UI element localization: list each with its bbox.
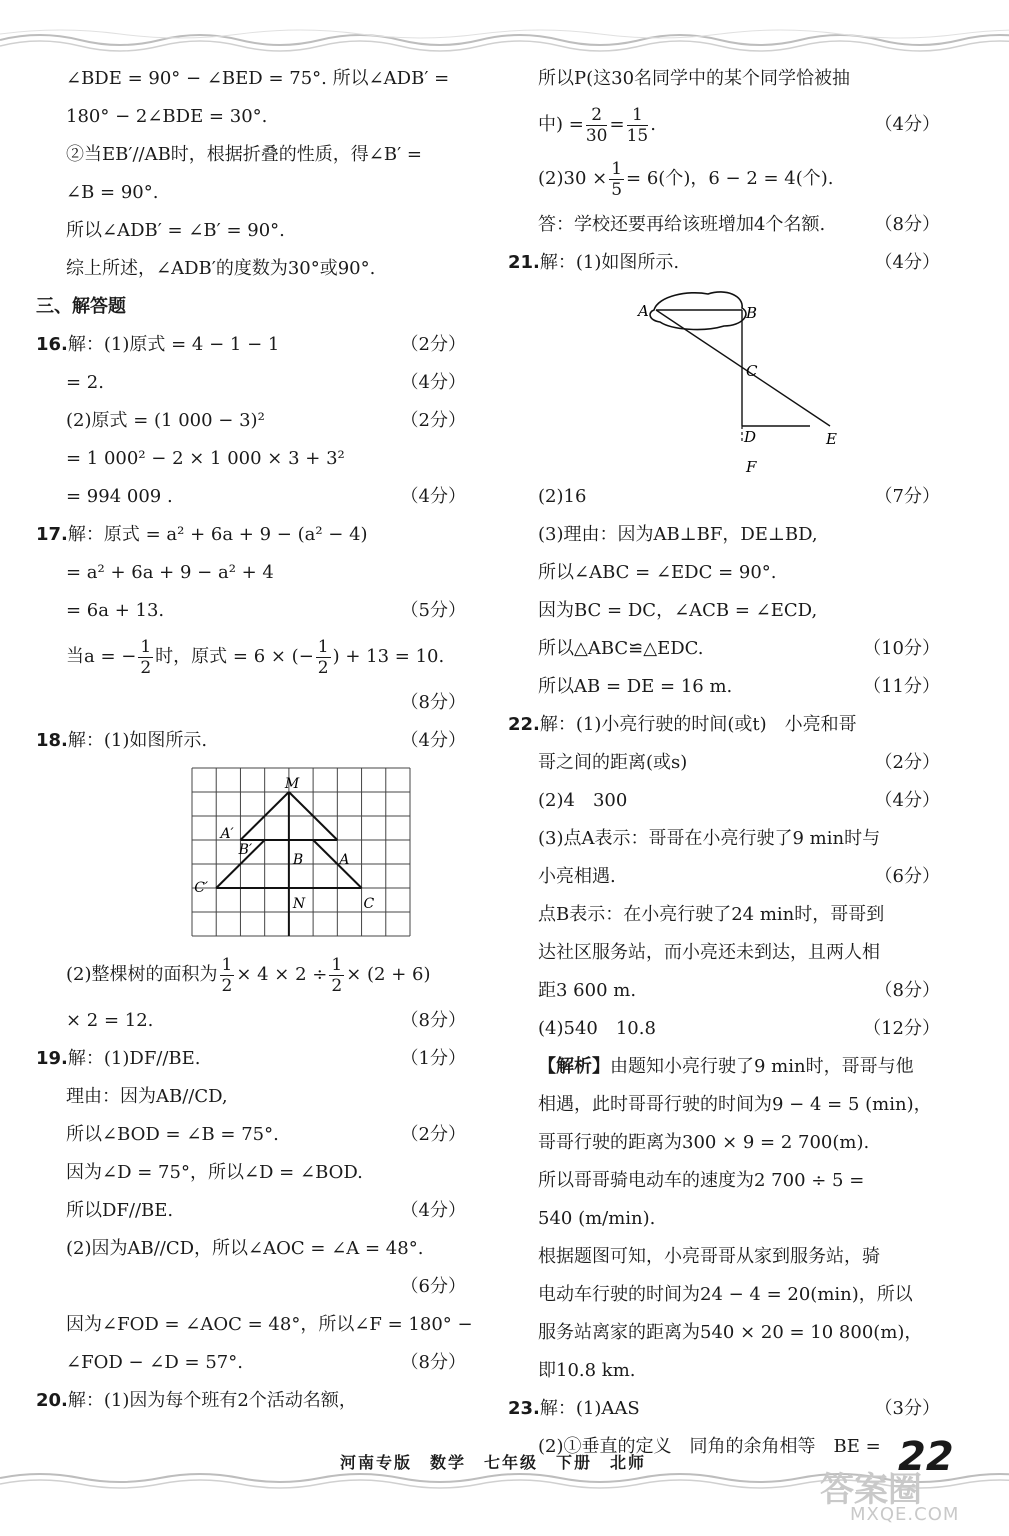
score-mark: （4分） — [874, 790, 940, 811]
line-text: (2)因为AB//CD，所以∠AOC = ∠A = 48°. — [66, 1238, 424, 1259]
score-mark: （8分） — [874, 214, 940, 235]
fraction-numerator: 1 — [317, 636, 329, 657]
section-header-text: 三、解答题 — [36, 296, 126, 317]
line-text: 所以AB = DE = 16 m. — [538, 676, 733, 697]
line-text: 根据题图可知，小亮哥哥从家到服务站，骑 — [538, 1246, 880, 1267]
question-number: 23. — [508, 1398, 540, 1419]
figure-point-label: B — [746, 304, 758, 322]
math-text: 中) = — [538, 114, 584, 135]
line-text: 所以P(这30名同学中的某个同学恰被抽 — [538, 68, 851, 89]
line-text: 小亮相遇. — [538, 866, 616, 887]
answer-text: 解：(1)DF//BE. — [67, 1048, 201, 1069]
line-text: (3)点A表示：哥哥在小亮行驶了9 min时与 — [538, 828, 881, 849]
line-text: ②当EB′//AB时，根据折叠的性质，得∠B′ = — [66, 144, 423, 165]
line-text: ∠FOD − ∠D = 57°. — [66, 1352, 243, 1373]
question-number: 18. — [36, 730, 68, 751]
fraction-denominator: 30 — [585, 125, 608, 146]
watermark-logo: 答案圈 — [820, 1470, 922, 1510]
text-line — [36, 478, 466, 516]
score-mark: （4分） — [400, 1200, 466, 1221]
grid-point-label: B′ — [238, 842, 253, 858]
line-text: 理由：因为AB//CD, — [66, 1086, 228, 1107]
score-mark: （8分） — [400, 1352, 466, 1373]
text-line — [508, 630, 940, 668]
line-text: 180° − 2∠BDE = 30°. — [66, 106, 268, 127]
line-text: 所以哥哥骑电动车的速度为2 700 ÷ 5 = — [538, 1170, 865, 1191]
text-line — [508, 782, 940, 820]
line-text: 相遇，此时哥哥行驶的时间为9 − 4 = 5 (min)， — [538, 1094, 932, 1115]
figure-point-label: E — [826, 430, 837, 448]
fraction-numerator: 1 — [627, 105, 649, 126]
fraction-denominator: 2 — [221, 975, 233, 996]
text-line — [36, 1078, 466, 1116]
answer-text: 解：(1)如图所示. — [539, 252, 680, 273]
text-line — [36, 1002, 466, 1040]
math-text: 当a = − — [66, 646, 137, 667]
question-number: 16. — [36, 334, 68, 355]
answer-text: 解：(1)小亮行驶的时间(或t) 小亮和哥 — [539, 714, 857, 735]
line-text: (2)原式 = (1 000 − 3)² — [66, 410, 265, 431]
text-line — [508, 516, 940, 554]
fraction-denominator: 2 — [331, 975, 343, 996]
math-text: (2)整棵树的面积为 — [66, 964, 218, 985]
line-text: = 994 009 . — [66, 486, 173, 507]
score-mark: （6分） — [874, 866, 940, 887]
fraction-denominator: 2 — [140, 657, 152, 678]
text-line — [508, 972, 940, 1010]
section-header — [36, 288, 466, 326]
line-text: = a² + 6a + 9 − a² + 4 — [66, 562, 274, 583]
fraction — [329, 955, 344, 996]
score-mark: （7分） — [874, 486, 940, 507]
text-line — [508, 934, 940, 972]
right-column — [508, 60, 940, 1466]
text-line — [36, 1344, 466, 1382]
score-mark: （11分） — [863, 676, 940, 697]
line-text: = 2. — [66, 372, 104, 393]
text-line — [36, 174, 466, 212]
text-line — [36, 1268, 466, 1306]
fraction-line — [508, 152, 940, 206]
text-line — [36, 212, 466, 250]
question-line — [508, 1390, 940, 1428]
text-line — [508, 1314, 940, 1352]
line-text: 因为∠D = 75°，所以∠D = ∠BOD. — [66, 1162, 363, 1183]
line-text: 所以DF//BE. — [66, 1200, 174, 1221]
math-text: . — [650, 114, 656, 135]
text-line — [36, 554, 466, 592]
text-line — [508, 478, 940, 516]
score-mark: （8分） — [874, 980, 940, 1001]
footer-book-info: 河南专版 数学 七年级 下册 北师 — [340, 1453, 647, 1472]
score-mark: （5分） — [400, 600, 466, 621]
answer-text: 解：(1)如图所示. — [67, 730, 208, 751]
river-width-figure — [508, 282, 940, 476]
text-line — [508, 60, 940, 98]
fraction — [138, 637, 153, 678]
math-text: (2)30 × — [538, 168, 608, 189]
line-text: 距3 600 m. — [538, 980, 637, 1001]
question-number: 17. — [36, 524, 68, 545]
figure-point-label: C — [746, 362, 758, 380]
line-text: 哥之间的距离(或s) — [538, 752, 688, 773]
score-mark: （10分） — [863, 638, 940, 659]
line-text: (2)16 — [538, 486, 587, 507]
line-text: 电动车行驶的时间为24 − 4 = 20(min)，所以 — [538, 1284, 913, 1305]
math-text: ) + 13 = 10. — [332, 646, 445, 667]
text-line — [508, 592, 940, 630]
text-line — [508, 896, 940, 934]
watermark-url: MXQE.COM — [850, 1504, 960, 1525]
line-text: (2)4 300 — [538, 790, 628, 811]
analysis-tag: 【解析】 — [538, 1056, 610, 1077]
text-line — [36, 684, 466, 722]
text-line — [36, 440, 466, 478]
fraction — [316, 637, 331, 678]
score-mark: （4分） — [400, 486, 466, 507]
score-mark: （4分） — [400, 730, 466, 751]
line-text: 答：学校还要再给该班增加4个名额. — [538, 214, 826, 235]
line-text: 所以∠BOD = ∠B = 75°. — [66, 1124, 279, 1145]
text-line — [508, 1200, 940, 1238]
score-mark: （2分） — [400, 410, 466, 431]
answer-text: 解：原式 = a² + 6a + 9 − (a² − 4) — [67, 524, 368, 545]
river-pond-shape — [650, 292, 746, 330]
line-text: = 1 000² − 2 × 1 000 × 3 + 3² — [66, 448, 345, 469]
score-mark: （12分） — [863, 1018, 940, 1039]
fraction-denominator: 2 — [317, 657, 329, 678]
score-mark: （2分） — [400, 334, 466, 355]
text-line — [508, 1276, 940, 1314]
line-text: 哥哥行驶的距离为300 × 9 = 2 700(m). — [538, 1132, 870, 1153]
text-line — [508, 1162, 940, 1200]
left-column — [36, 60, 473, 1420]
question-line — [508, 706, 940, 744]
text-line — [36, 1230, 466, 1268]
grid-point-label: A — [339, 852, 350, 868]
page-number: 22 — [898, 1434, 954, 1480]
line-text: 即10.8 km. — [538, 1360, 636, 1381]
figure-point-label: F — [746, 458, 757, 476]
line-text: 540 (m/min). — [538, 1208, 656, 1229]
question-line — [36, 1382, 466, 1420]
answer-text: 解：(1)因为每个班有2个活动名额， — [67, 1390, 357, 1411]
line-text: 所以∠ABC = ∠EDC = 90°. — [538, 562, 777, 583]
line-text: ∠BDE = 90° − ∠BED = 75°. 所以∠ADB′ = — [66, 68, 450, 89]
text-line — [508, 820, 940, 858]
text-line — [36, 402, 466, 440]
fraction-numerator: 1 — [221, 954, 233, 975]
top-decorative-border — [0, 0, 1009, 56]
figure-point-label: A — [638, 302, 649, 320]
fraction-line — [508, 98, 940, 152]
question-number: 19. — [36, 1048, 68, 1069]
fraction-numerator: 2 — [586, 105, 608, 126]
fraction-denominator: 15 — [626, 125, 649, 146]
fraction — [220, 955, 235, 996]
text-line — [36, 1192, 466, 1230]
line-text: 所以△ABC≌△EDC. — [538, 638, 704, 659]
score-mark: （8分） — [400, 692, 466, 713]
fraction-numerator: 1 — [611, 158, 623, 179]
text-line — [36, 60, 466, 98]
question-line — [508, 244, 940, 282]
math-text: × 4 × 2 ÷ — [236, 964, 328, 985]
math-text: 时，原式 = 6 × (− — [155, 646, 314, 667]
question-line — [36, 1040, 466, 1078]
figure-point-label: D — [744, 428, 757, 446]
line-text: × 2 = 12. — [66, 1010, 154, 1031]
text-line — [508, 1124, 940, 1162]
text-line — [508, 668, 940, 706]
line-text: 所以∠ADB′ = ∠B′ = 90°. — [66, 220, 285, 241]
grid-point-label: N — [292, 896, 306, 912]
line-text: (2)①垂直的定义 同角的余角相等 BE = — [538, 1436, 881, 1457]
grid-point-label: B — [292, 852, 304, 868]
question-number: 20. — [36, 1390, 68, 1411]
text-line — [36, 250, 466, 288]
text-line — [508, 1238, 940, 1276]
question-number: 21. — [508, 252, 540, 273]
score-mark: （2分） — [400, 1124, 466, 1145]
score-mark: （4分） — [874, 114, 940, 135]
fraction-line — [36, 948, 466, 1002]
fraction-numerator: 1 — [331, 954, 343, 975]
line-text: (4)540 10.8 — [538, 1018, 656, 1039]
question-number: 22. — [508, 714, 540, 735]
score-mark: （2分） — [874, 752, 940, 773]
fraction-numerator: 1 — [140, 636, 152, 657]
question-line — [36, 516, 466, 554]
score-mark: （4分） — [400, 372, 466, 393]
question-line — [36, 722, 466, 760]
grid-point-label: M — [284, 776, 300, 792]
grid-point-label: C′ — [194, 880, 209, 896]
fraction — [586, 105, 608, 146]
answer-text: 解：(1)原式 = 4 − 1 − 1 — [67, 334, 280, 355]
grid-point-label: A′ — [220, 826, 234, 842]
fraction-denominator: 5 — [611, 179, 623, 200]
fraction-line — [36, 630, 466, 684]
analysis-text: 由题知小亮行驶了9 min时，哥哥与他 — [610, 1056, 914, 1077]
math-text: × (2 + 6) — [346, 964, 431, 985]
text-line — [36, 1154, 466, 1192]
text-line — [508, 1352, 940, 1390]
text-line — [36, 1116, 466, 1154]
figure-container — [508, 282, 940, 478]
text-line — [508, 554, 940, 592]
line-text: 服务站离家的距离为540 × 20 = 10 800(m)， — [538, 1322, 923, 1343]
line-text: ∠B = 90°. — [66, 182, 159, 203]
text-line — [508, 206, 940, 244]
text-line — [508, 1010, 940, 1048]
fraction — [627, 105, 649, 146]
text-line — [36, 592, 466, 630]
answer-text: 解：(1)AAS — [539, 1398, 640, 1419]
grid-point-label: C — [363, 896, 375, 912]
score-mark: （3分） — [874, 1398, 940, 1419]
text-line — [36, 364, 466, 402]
line-text: = 6a + 13. — [66, 600, 165, 621]
score-mark: （6分） — [400, 1276, 466, 1297]
text-line — [36, 98, 466, 136]
line-text: 达社区服务站，而小亮还未到达，且两人相 — [538, 942, 880, 963]
score-mark: （8分） — [400, 1010, 466, 1031]
text-line — [36, 1306, 473, 1344]
figure-segment — [656, 310, 830, 426]
text-line — [508, 858, 940, 896]
analysis-line — [508, 1048, 940, 1086]
score-mark: （4分） — [874, 252, 940, 273]
line-text: (3)理由：因为AB⊥BF，DE⊥BD, — [538, 524, 818, 545]
text-line — [508, 1086, 940, 1124]
line-text: 因为∠FOD = ∠AOC = 48°，所以∠F = 180° − — [66, 1314, 473, 1335]
fraction — [609, 159, 624, 200]
line-text: 综上所述，∠ADB′的度数为30°或90°. — [66, 258, 376, 279]
math-text: = 6(个)，6 − 2 = 4(个). — [626, 168, 834, 189]
question-line — [36, 326, 466, 364]
line-text: 点B表示：在小亮行驶了24 min时，哥哥到 — [538, 904, 885, 925]
math-text: = — [609, 114, 625, 135]
line-text: 因为BC = DC，∠ACB = ∠ECD, — [538, 600, 818, 621]
text-line — [36, 136, 466, 174]
text-line — [508, 744, 940, 782]
figure-container — [36, 760, 466, 948]
tree-grid-figure — [36, 760, 466, 942]
score-mark: （1分） — [400, 1048, 466, 1069]
